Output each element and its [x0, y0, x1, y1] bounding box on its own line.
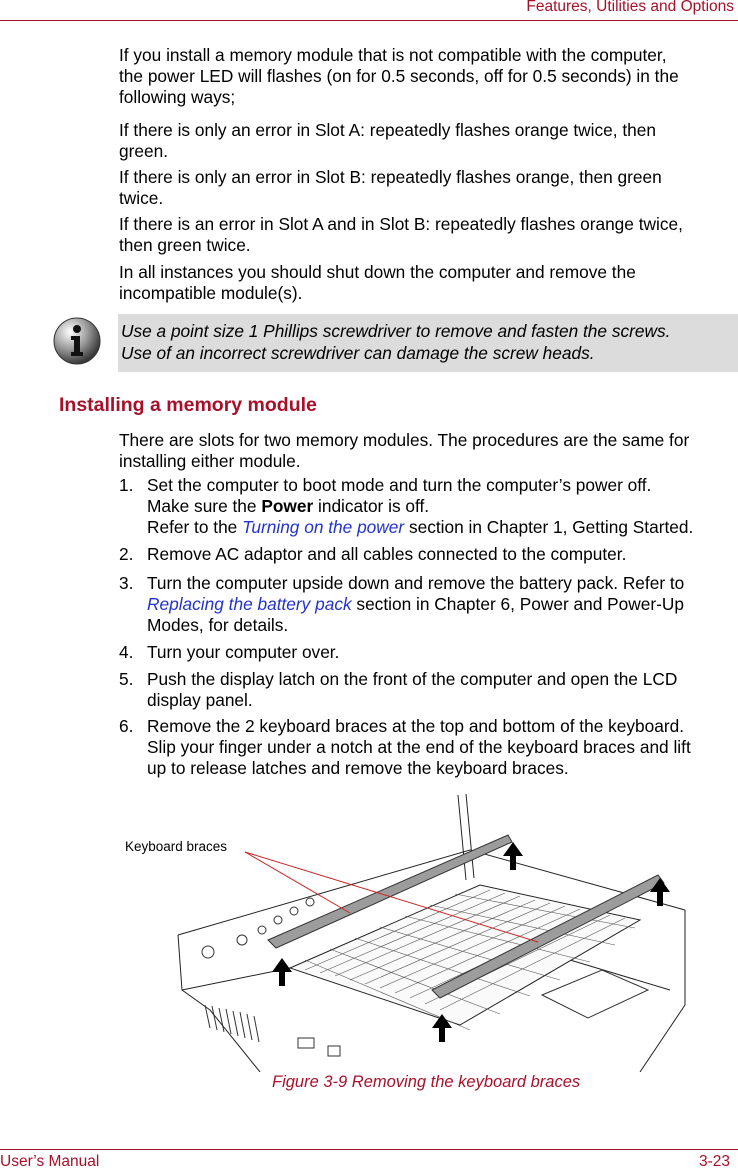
replacing-battery-link[interactable]: Replacing the battery pack — [147, 594, 352, 614]
step-4-text: Turn your computer over. — [147, 642, 340, 662]
text-line: There are slots for two memory modules. The procedures are the same for — [119, 430, 690, 450]
text-span: section in Chapter 1, Getting Started. — [404, 517, 694, 537]
intro-paragraph-1 — [119, 45, 733, 108]
step-6-text — [147, 716, 738, 779]
text-line: Set the computer to boot mode and turn the computer’s power off. — [147, 475, 652, 495]
text-line: Remove the 2 keyboard braces at the top and bottom of the keyboard. — [147, 716, 685, 736]
running-header: Features, Utilities and Options — [526, 0, 734, 15]
step-5-number: 5. — [119, 669, 134, 689]
step-3-text — [147, 573, 738, 636]
text-span: section in Chapter 6, Power and Power-Up — [351, 594, 684, 614]
step-4-number: 4. — [119, 642, 134, 662]
turning-on-power-link[interactable]: Turning on the power — [242, 517, 405, 537]
text-line: Push the display latch on the front of the computer and open the LCD — [147, 669, 678, 689]
text-line: following ways; — [119, 87, 236, 107]
power-label: Power — [261, 496, 314, 516]
note-line: Use a point size 1 Phillips screwdriver to remove and fasten the screws. — [121, 321, 671, 341]
text-span: Refer to the — [147, 517, 243, 537]
text-span: indicator is off. — [313, 496, 430, 516]
text-line: green. — [119, 141, 169, 161]
text-line: then green twice. — [119, 235, 251, 255]
footer-manual-title: User’s Manual — [0, 1153, 100, 1170]
figure-caption: Figure 3-9 Removing the keyboard braces — [272, 1073, 581, 1091]
step-1-text — [147, 475, 738, 538]
text-span: Make sure the — [147, 496, 262, 516]
text-line — [147, 496, 738, 517]
step-2-text: Remove AC adaptor and all cables connected to the computer. — [147, 544, 627, 564]
section-intro — [119, 430, 733, 472]
header-rule — [0, 20, 738, 21]
intro-paragraph-3 — [119, 167, 733, 209]
text-line: If there is an error in Slot A and in Slot B: repeatedly flashes orange twice, — [119, 214, 683, 234]
page-number: 3-23 — [698, 1153, 730, 1170]
text-line — [147, 517, 738, 538]
footer-rule — [0, 1149, 738, 1150]
text-line: display panel. — [147, 690, 253, 710]
step-3-number: 3. — [119, 573, 134, 593]
text-line: twice. — [119, 188, 164, 208]
text-line — [147, 594, 738, 615]
step-2-number: 2. — [119, 544, 134, 564]
text-line: Slip your finger under a notch at the end of the keyboard braces and lift — [147, 737, 691, 757]
text-line: Modes, for details. — [147, 615, 289, 635]
text-line: If there is only an error in Slot B: repeatedly flashes orange, then green — [119, 167, 662, 187]
keyboard-braces-figure — [170, 790, 690, 1072]
intro-paragraph-5 — [119, 262, 733, 304]
step-6-number: 6. — [119, 716, 134, 736]
text-line: installing either module. — [119, 451, 301, 471]
keyboard-braces-callout: Keyboard braces — [125, 839, 228, 854]
text-line: If there is only an error in Slot A: repeatedly flashes orange twice, then — [119, 120, 656, 140]
step-5-text — [147, 669, 738, 711]
section-heading: Installing a memory module — [59, 394, 317, 416]
step-1-number: 1. — [119, 475, 134, 495]
text-line: incompatible module(s). — [119, 283, 303, 303]
text-line: up to release latches and remove the keyboard braces. — [147, 758, 569, 778]
intro-paragraph-2 — [119, 120, 733, 162]
info-icon — [52, 316, 102, 366]
text-line: Turn the computer upside down and remove the battery pack. Refer to — [147, 573, 685, 593]
text-line: the power LED will flashes (on for 0.5 seconds, off for 0.5 seconds) in the — [119, 66, 679, 86]
text-line: In all instances you should shut down the computer and remove the — [119, 262, 636, 282]
intro-paragraph-4 — [119, 214, 733, 256]
note-line: Use of an incorrect screwdriver can damage the screw heads. — [121, 343, 595, 363]
note-text — [121, 320, 733, 364]
text-line: If you install a memory module that is not compatible with the computer, — [119, 45, 667, 65]
